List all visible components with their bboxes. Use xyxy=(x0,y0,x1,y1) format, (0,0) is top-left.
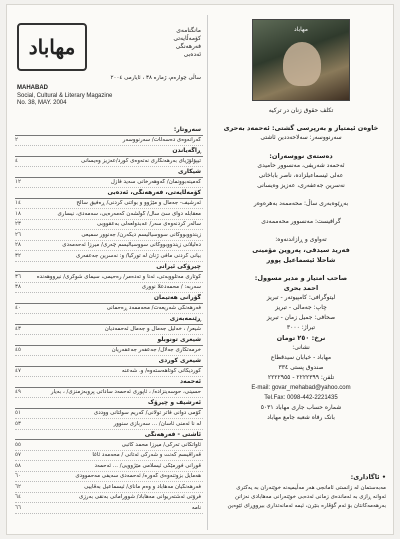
toc-title: ئاشتی - فەرهەنگی xyxy=(144,430,201,438)
toc-entry xyxy=(15,325,203,336)
staff-line: شاحلا ئیسماعیل پوور xyxy=(266,256,336,264)
toc-title: کوتاری مەتلووبەتی، ئەنا و تەدەمر/ رەحیمی، سیمای شوکری/ نیرووهەندە xyxy=(36,273,201,280)
toc-title: ئاواتکانی تەرکی/ میرزا محمد کاتبی xyxy=(121,441,201,448)
toc-page-number: ١٤ xyxy=(15,200,21,207)
staff-line: صندوق پستی ٣٣٤ xyxy=(278,364,324,371)
staff-line: بەڕێوەبەری ساڵ: محەممەد بەهرەوەر xyxy=(253,200,349,207)
toc-page-number: ١٢ xyxy=(15,179,21,186)
toc-title: فەرهەنگی شەریعەت/ محەممەد ڕەحمانی xyxy=(106,305,201,312)
staff-column xyxy=(212,15,390,530)
staff-line: صحافی: جمیل زمان - تبریز xyxy=(266,314,336,321)
toc-title: شیعر/ ، خەلیل جەمال و جەمال ئەحمەدیان xyxy=(104,326,201,333)
toc-page-number: ٤٧ xyxy=(15,368,21,375)
toc-page-number: ٢٦ xyxy=(15,231,21,238)
toc-section-heading xyxy=(15,262,203,273)
english-issue: No. 38, MAY. 2004 xyxy=(17,100,67,106)
toc-section-heading xyxy=(15,377,203,388)
toc-page-number: ٦٦ xyxy=(15,504,21,511)
toc-title: فرۆتی ئەشتەریوانی مەهاباد/ شوورامانی بەنقی بەرزی xyxy=(78,494,201,501)
toc-entry xyxy=(15,136,203,147)
toc-entry xyxy=(15,304,203,315)
toc-section-heading xyxy=(15,146,203,157)
toc-title: فەرهەنگیان مەهاباد و وەم مانای/ ئیسماعیل بەقاییی xyxy=(84,483,201,490)
staff-line: ئەحمەد شەریفی، مەنسوور حامیدی xyxy=(257,162,345,169)
cover-image xyxy=(252,19,350,101)
toc-page-number: ١٨ xyxy=(15,210,21,217)
toc-page-number: ٤٠ xyxy=(15,305,21,312)
toc-section-heading xyxy=(15,398,203,409)
toc-entry xyxy=(15,367,203,378)
toc-title: ڕاگەیاندن xyxy=(172,147,201,155)
table-of-contents xyxy=(15,125,203,514)
toc-entry xyxy=(15,209,203,220)
magazine-page xyxy=(6,4,394,535)
toc-page-number: ٢٣ xyxy=(15,221,21,228)
notice-line: مەبەستمان لە زانستی ئامانجی هەر مەڵیمیەنە خوێنەران بە یەکتری xyxy=(236,485,386,491)
spacer xyxy=(212,143,390,151)
toc-section-heading xyxy=(15,167,203,178)
toc-title: حسینی، حوسەینزادە/ ، ئاپوری ئەحمەد ساداتی پروبەزمنزی/ ، بەیار xyxy=(50,389,201,396)
toc-title: ئەرشیف و چیرۆک xyxy=(147,399,201,407)
staff-line: عەلی ئیسماعیلزادە، ناصر باباخانی xyxy=(258,172,344,179)
subtitle-line: فەرهەنگی xyxy=(175,43,201,50)
toc-title: ئەرشیف- جەمال و مێژوو و بواتنی کردنی/ ڕەفیق ساڵح xyxy=(76,200,201,207)
toc-entry xyxy=(15,283,203,294)
cover-title: مهاباد xyxy=(294,26,308,33)
toc-title: تیپۆلۆژیای بەرهەنگاری نەتەوەی کورد/عەزیز وەیسانی xyxy=(81,158,201,165)
staff-line: تەواوی و ڕازاندنەوە: xyxy=(275,236,327,243)
toc-entry xyxy=(15,241,203,252)
staff-line: احمد بحری xyxy=(283,284,319,292)
staff-line: شمارە حساب جاری مهاباد ٥٠٣١ xyxy=(260,404,342,411)
toc-entry xyxy=(15,346,203,357)
english-subtitle: Social, Cultural & Literary Magazine xyxy=(17,92,113,99)
toc-entry xyxy=(15,409,203,420)
toc-entry xyxy=(15,157,203,168)
toc-entry xyxy=(15,178,203,189)
staff-line: دەستەی نووسەران: xyxy=(269,152,333,160)
toc-page-number: ٢ xyxy=(15,137,18,144)
toc-title: شیکاری xyxy=(177,168,201,176)
toc-page-number: ٤٥ xyxy=(15,347,21,354)
notice-title: • ئاگاداری: xyxy=(350,473,386,481)
toc-page-number: ٤٩ xyxy=(15,389,21,396)
toc-page-number: ٣٨ xyxy=(15,284,21,291)
toc-entry xyxy=(15,251,203,262)
spacer xyxy=(212,227,390,235)
mahabad-logo xyxy=(17,23,87,71)
toc-page-number: ٢٨ xyxy=(15,242,21,249)
column-divider xyxy=(207,15,208,530)
staff-info xyxy=(212,123,390,423)
spacer xyxy=(212,265,390,273)
toc-title: ئەحمەد xyxy=(180,378,201,386)
spacer xyxy=(212,209,390,217)
toc-section-heading xyxy=(15,188,203,199)
toc-page-number: ٥١ xyxy=(15,410,21,417)
issue-line: ساڵی چوارەم، ژمارە ٣٨ ، ئایارمی ٢٠٠٤ xyxy=(110,75,201,81)
toc-entry xyxy=(15,388,203,399)
staff-line: گرافیست: مەنسوور محەممەدی xyxy=(261,218,341,225)
toc-page-number: ٤٣ xyxy=(15,326,21,333)
english-masthead xyxy=(17,85,112,108)
staff-line: مهاباد - خیابان سیدقطاع xyxy=(270,354,332,361)
toc-page-number: ٥٥ xyxy=(15,441,21,448)
toc-title: چیرۆکی ئیرانی xyxy=(156,262,201,270)
staff-line: نشانی: xyxy=(292,344,310,351)
spacer xyxy=(212,191,390,199)
toc-title: هەمایل بزوتنەوەی گەورە/ ئەحمەدی سەیفی مەحموودی xyxy=(75,473,201,480)
toc-title: شیعری کوردی xyxy=(158,357,201,365)
toc-title: قورانی فورمێکی ئیسلامی مێژوویی/ ... ئەحمەد xyxy=(94,462,201,469)
toc-entry xyxy=(15,220,203,231)
staff-line: صاحب امتیاز و مدیر مسوول: xyxy=(254,274,348,282)
toc-title: قەراقیسم کەنت و شەرکی ئەتانی / محەمەد ئاغا xyxy=(92,452,201,459)
cover-caption: تکلف حقوق زنان در ترکیه xyxy=(268,107,334,114)
toc-title: گۆرانی هەتیمان xyxy=(153,294,201,302)
toc-page-number: ٤ xyxy=(15,158,18,165)
toc-title: لە نا ئەمنی ئاسان/ ... سەربازی سنوور xyxy=(113,420,201,427)
staff-line: چاپ: جەمالی - تبریز xyxy=(275,304,327,311)
toc-title: کۆمەڵایەتی، فەرهەنگی، ئەدەبی xyxy=(107,189,201,197)
toc-title: کۆمی دوانی فاتر تولانی/ کەریم سوڵتانی ووددی xyxy=(93,410,201,417)
staff-line: تلفن: ٢٢٢٢٣٩٩ - ٢٢٢٢٩٥٥ xyxy=(267,374,335,381)
toc-entry xyxy=(15,493,203,504)
toc-title: بیانی کردنی مافی ژنان لە تورکیا/ و: نەسرین جەعفەری xyxy=(75,252,201,259)
contents-column xyxy=(15,15,203,530)
logo-text: مهاباد xyxy=(28,35,76,59)
toc-entry xyxy=(15,440,203,451)
notice-line: بەرهەمەکانتان بۆ ئەم گۆڤارە بنێرن، ئیمە ئەمانەتداری بیرووڕای ئێوەین xyxy=(227,503,386,509)
toc-entry xyxy=(15,419,203,430)
toc-section-heading xyxy=(15,125,203,136)
toc-title: شیعری تونوبلو xyxy=(157,336,201,344)
staff-line: خاوەن ئیمتیاز و بەرپرسی گشتی: ئەحمەد بەحری xyxy=(223,124,379,132)
toc-title: کەمینەبوونمان/ گەوهەرخانی سەید فازڵ xyxy=(110,179,201,186)
subtitle-line: کۆمەڵایەتی xyxy=(173,35,201,42)
toc-page-number: ٥٣ xyxy=(15,420,21,427)
toc-section-heading xyxy=(15,335,203,346)
subtitle-line: مانگنامەی xyxy=(176,27,201,34)
staff-line: نرخ: ٢٥٠ تومان xyxy=(276,334,326,342)
staff-line: تیراژ: ٣٠٠٠ xyxy=(286,324,316,331)
toc-title: ساڵەر کردنەوەی سەر/ عەبدولعەلی بەعقووبی xyxy=(96,221,201,228)
toc-entry xyxy=(15,472,203,483)
staff-line: لیتوگرافی: کامپیوتەر - تبریز xyxy=(266,294,336,301)
notice-line: ئەوانە ڕازی بە ئەماندەی زمانی ئەدەبی خوێنەرانی مەهابادی نەزانن xyxy=(235,494,386,500)
masthead xyxy=(15,15,203,125)
toc-entry xyxy=(15,461,203,472)
toc-section-heading xyxy=(15,356,203,367)
masthead-subtitle xyxy=(91,27,201,59)
toc-title: کوردیکانی کوتاهەستەوە/ و. شەعنە xyxy=(121,368,201,375)
staff-line: Tel.Fax: 0098-442-2221435 xyxy=(264,395,338,401)
toc-entry xyxy=(15,482,203,493)
toc-title: نامە xyxy=(191,504,201,511)
toc-title: دەلیلانی زیندووبووکانی سووسیالیسم چەری/ میرزا ئەحەمەدی xyxy=(62,242,201,249)
toc-section-heading xyxy=(15,430,203,441)
toc-section-heading xyxy=(15,293,203,304)
cover-portrait xyxy=(283,42,321,86)
toc-title: گەرانەوەی دەسەڵات/ سەرنووسەر xyxy=(122,137,201,144)
staff-line: بانک رفاه شعبه جامع مهاباد xyxy=(267,414,335,421)
toc-entry xyxy=(15,230,203,241)
toc-page-number: ٦٠ xyxy=(15,473,21,480)
english-title: MAHABAD xyxy=(17,85,48,91)
toc-page-number: ٥٧ xyxy=(15,452,21,459)
staff-line: E-mail: govar_mehabad@yahoo.com xyxy=(251,385,351,391)
staff-line: سەرنووسەر: سەلاحەددین ئاشتی xyxy=(260,134,342,141)
toc-page-number: ٣٦ xyxy=(15,273,21,280)
toc-title: سەروتار: xyxy=(173,126,201,134)
toc-entry xyxy=(15,451,203,462)
subtitle-line: ئەدەبی xyxy=(183,51,201,58)
toc-page-number: ٦٢ xyxy=(15,483,21,490)
toc-title: خرمەتکاری جەلال/ جەعفەر جەعفەریان xyxy=(111,347,201,354)
toc-entry xyxy=(15,272,203,283)
toc-section-heading xyxy=(15,314,203,325)
toc-page-number: ٦٤ xyxy=(15,494,21,501)
toc-title: معقابلە دوای سێ ساڵ/ گولشەن کەمەرەیی، سەمەدی، نیساری xyxy=(57,210,201,217)
toc-title: ڕێنمەبەزی xyxy=(169,315,201,323)
toc-page-number: ٣٢ xyxy=(15,252,21,259)
toc-entry xyxy=(15,199,203,210)
staff-line: فەرید سیدقی، پەروین مۆمینی xyxy=(252,246,350,254)
toc-page-number: ٥٨ xyxy=(15,462,21,469)
toc-title: سەربە: / محمەدعلا نووری xyxy=(141,284,201,291)
toc-entry xyxy=(15,503,203,514)
notice xyxy=(216,473,386,511)
staff-line: نەسرین جەعفەری، عەزیز وەیسانی xyxy=(257,182,345,189)
toc-title: زیندووبووکانی سووسیالیسم دیکەرن/ جەنوور سمیعی xyxy=(81,231,201,238)
